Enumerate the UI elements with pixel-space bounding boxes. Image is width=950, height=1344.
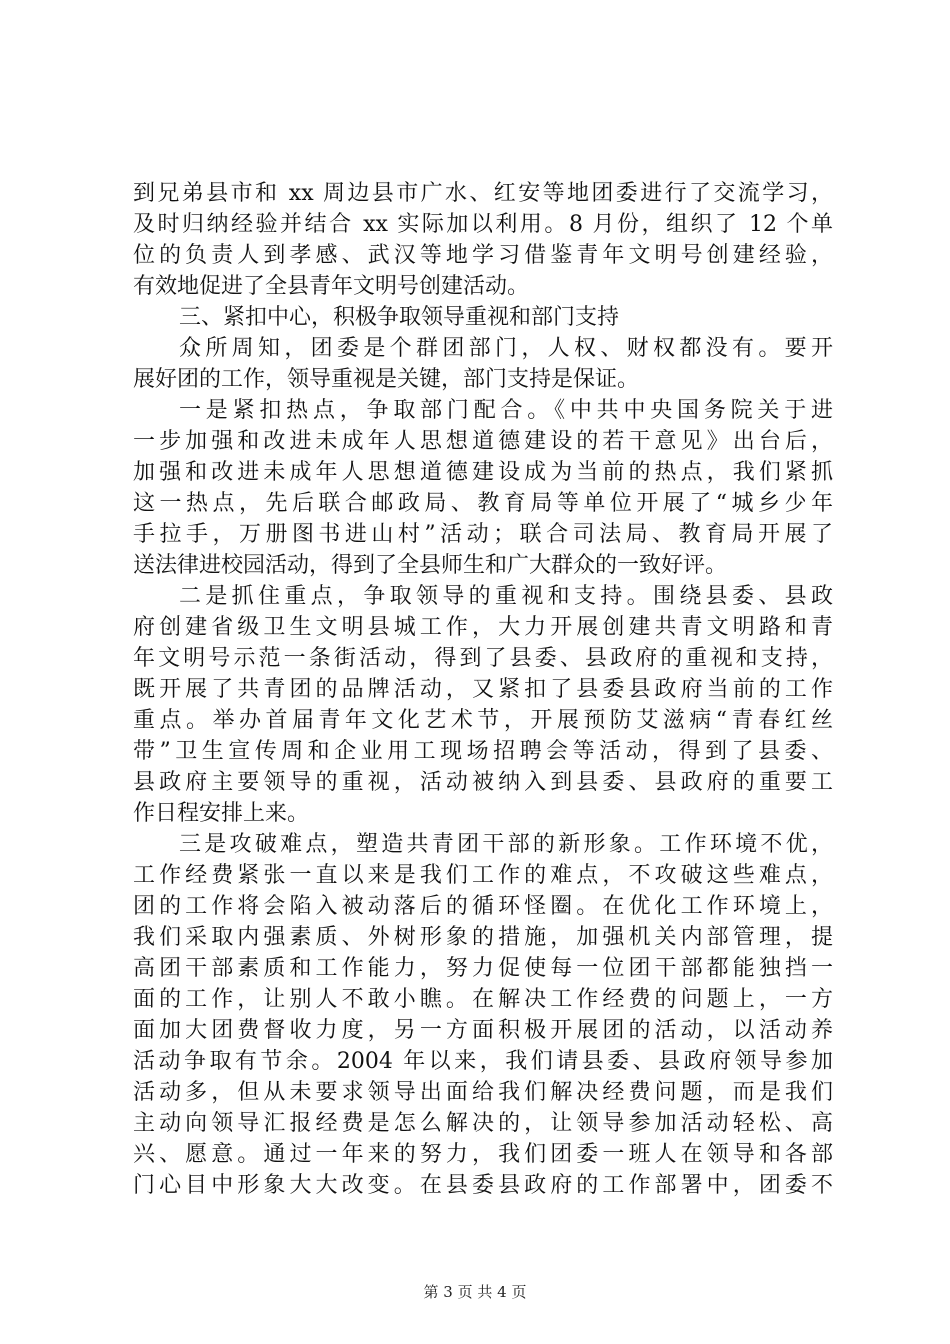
text-line: 三是攻破难点，塑造共青团干部的新形象。工作环境不优， — [179, 832, 833, 857]
document-body — [133, 178, 833, 1201]
text-line: 加强和改进未成年人思想道德建设成为当前的热点，我们紧抓 — [133, 460, 833, 485]
page-footer: 第 3 页 共 4 页 — [423, 1283, 527, 1301]
text-line: 我们采取内强素质、外树形象的措施，加强机关内部管理，提 — [133, 925, 833, 950]
text-line: 团的工作将会陷入被动落后的循环怪圈。在优化工作环境上， — [133, 894, 833, 919]
text-line: 到兄弟县市和 xx 周边县市广水、红安等地团委进行了交流学习， — [133, 181, 833, 206]
text-line: 工作经费紧张一直以来是我们工作的难点，不攻破这些难点， — [133, 863, 833, 888]
text-line: 府创建省级卫生文明县城工作，大力开展创建共青文明路和青 — [133, 615, 833, 640]
text-line: 及时归纳经验并结合 xx 实际加以利用。8 月份，组织了 12 个单 — [133, 212, 833, 237]
text-line: 重点。举办首届青年文化艺术节，开展预防艾滋病“青春红丝 — [133, 708, 833, 733]
text-line: 高团干部素质和工作能力，努力促使每一位团干部都能独挡一 — [133, 956, 833, 981]
text-line: 展好团的工作，领导重视是关键，部门支持是保证。 — [133, 367, 640, 392]
text-line: 活动争取有节余。2004 年以来，我们请县委、县政府领导参加 — [133, 1049, 833, 1074]
text-line: 活动多，但从未要求领导出面给我们解决经费问题，而是我们 — [133, 1080, 833, 1105]
text-line: 这一热点，先后联合邮政局、教育局等单位开展了“城乡少年 — [133, 491, 833, 516]
text-line: 既开展了共青团的品牌活动，又紧扣了县委县政府当前的工作 — [133, 677, 833, 702]
text-line: 一步加强和改进未成年人思想道德建设的若干意见》出台后， — [133, 429, 833, 454]
text-line: 三、紧扣中心，积极争取领导重视和部门支持 — [179, 305, 620, 330]
text-line: 二是抓住重点，争取领导的重视和支持。围绕县委、县政 — [179, 584, 833, 609]
text-line: 面的工作，让别人不敢小瞧。在解决工作经费的问题上，一方 — [133, 987, 833, 1012]
text-line: 带”卫生宣传周和企业用工现场招聘会等活动，得到了县委、 — [133, 739, 833, 764]
text-line: 送法律进校园活动，得到了全县师生和广大群众的一致好评。 — [133, 553, 728, 578]
text-line: 年文明号示范一条街活动，得到了县委、县政府的重视和支持， — [133, 646, 833, 671]
text-line: 面加大团费督收力度，另一方面积极开展团的活动，以活动养 — [133, 1018, 833, 1043]
text-line: 一是紧扣热点，争取部门配合。《中共中央国务院关于进 — [179, 398, 833, 423]
text-line: 主动向领导汇报经费是怎么解决的，让领导参加活动轻松、高 — [133, 1111, 833, 1136]
text-line: 兴、愿意。通过一年来的努力，我们团委一班人在领导和各部 — [133, 1142, 833, 1167]
text-line: 众所周知，团委是个群团部门，人权、财权都没有。要开 — [179, 336, 833, 361]
text-line: 作日程安排上来。 — [133, 801, 310, 826]
text-line: 县政府主要领导的重视，活动被纳入到县委、县政府的重要工 — [133, 770, 833, 795]
text-line: 手拉手，万册图书进山村”活动；联合司法局、教育局开展了 — [133, 522, 833, 547]
text-line: 门心目中形象大大改变。在县委县政府的工作部署中，团委不 — [133, 1173, 833, 1198]
text-line: 位的负责人到孝感、武汉等地学习借鉴青年文明号创建经验， — [133, 243, 833, 268]
text-line: 有效地促进了全县青年文明号创建活动。 — [133, 274, 530, 299]
